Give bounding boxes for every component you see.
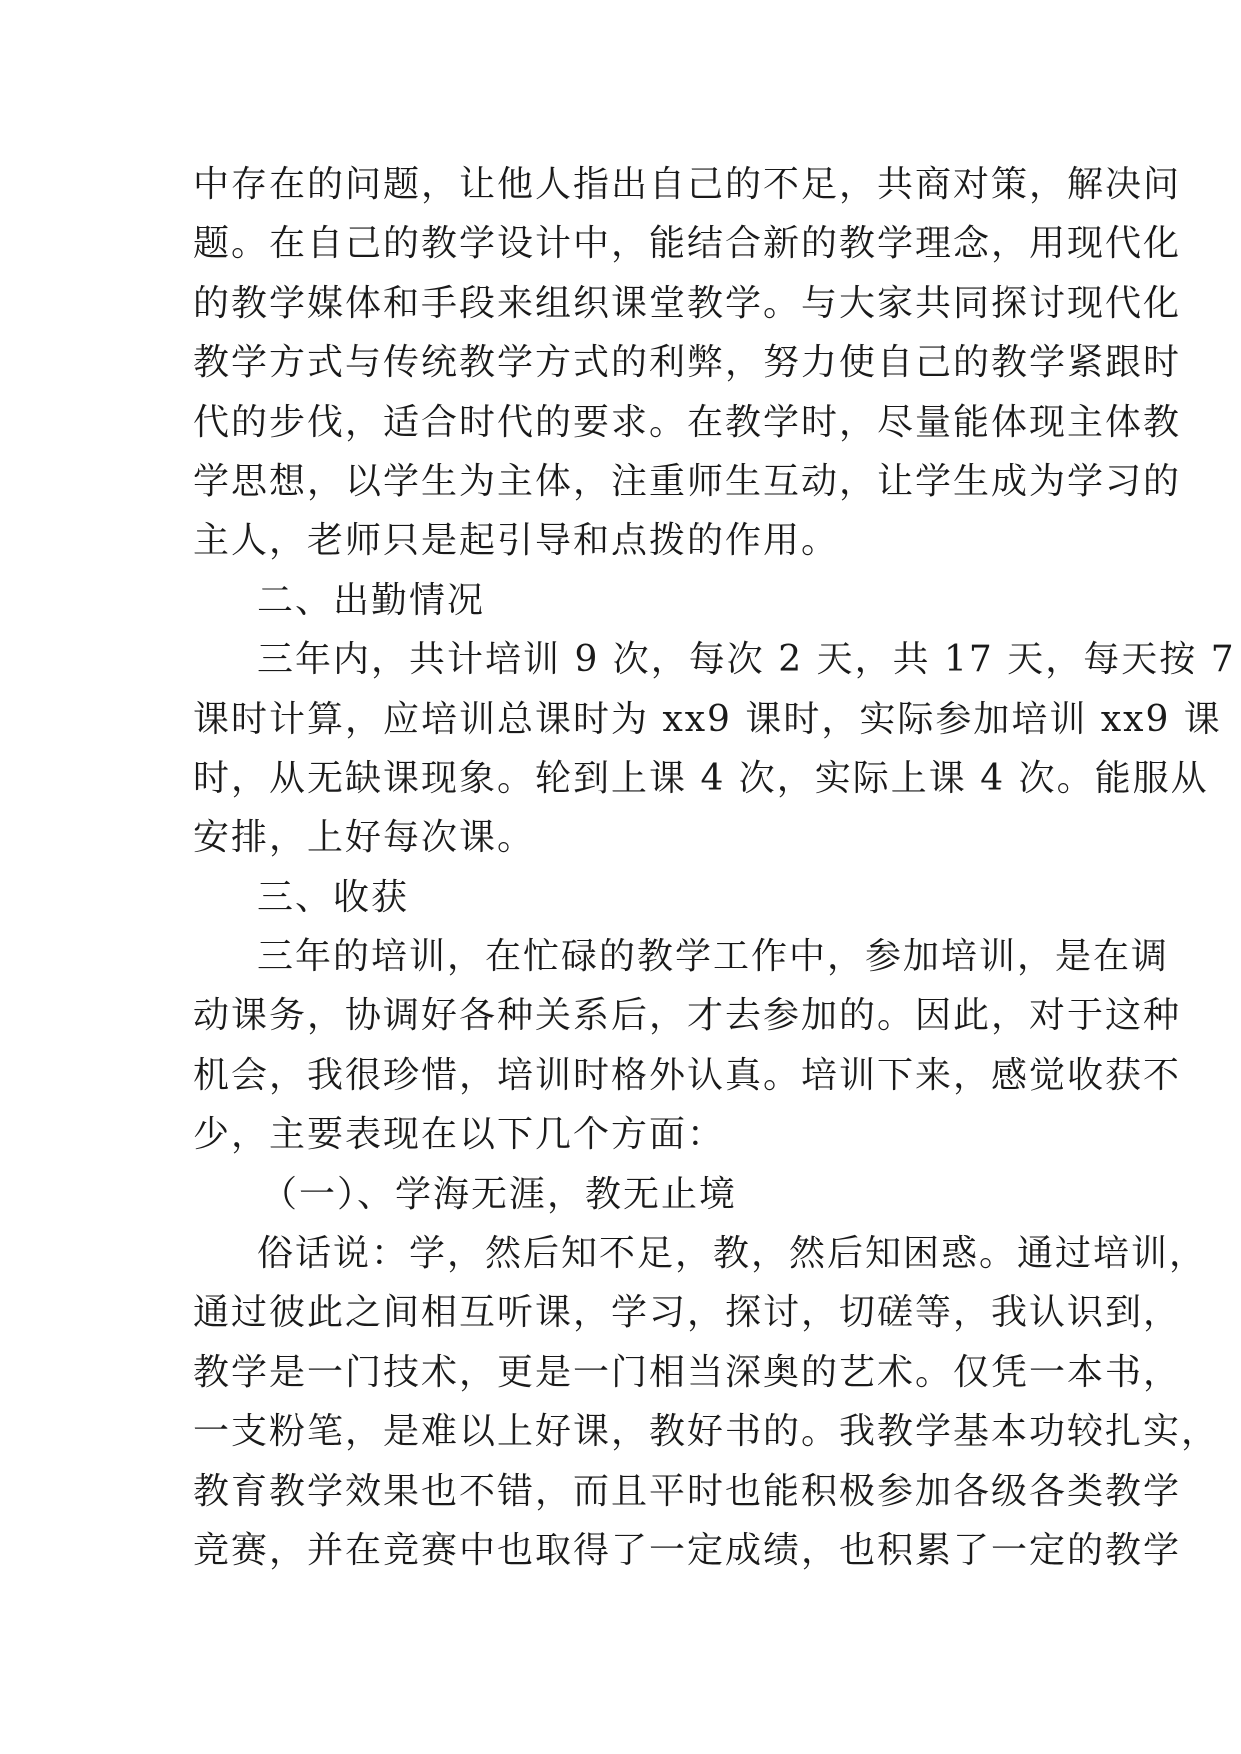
section-heading-attendance: 二、出勤情况 [257,579,486,621]
text-line: 竞赛，并在竞赛中也取得了一定成绩，也积累了一定的教学 [193,1529,1182,1571]
text-line: 俗话说：学，然后知不足，教，然后知困惑。通过培训， [257,1233,1208,1275]
text-line: 课时计算，应培训总课时为 xx9 课时，实际参加培训 xx9 课 [193,698,1222,740]
text-line: 教学是一门技术，更是一门相当深奥的艺术。仅凭一本书， [193,1351,1182,1393]
section-heading-harvest: 三、收获 [257,876,410,918]
text-line: 代的步伐，适合时代的要求。在教学时，尽量能体现主体教 [193,401,1182,443]
text-line: 动课务，协调好各种关系后，才去参加的。因此，对于这种 [193,995,1182,1037]
text-line: 机会，我很珍惜，培训时格外认真。培训下来，感觉收获不 [193,1054,1182,1096]
body-text [193,155,1236,1580]
text-line: 中存在的问题，让他人指出自己的不足，共商对策，解决问 [193,164,1182,205]
text-line: 主人，老师只是起引导和点拨的作用。 [193,520,840,562]
text-line: 学思想，以学生为主体，注重师生互动，让学生成为学习的 [193,460,1182,502]
text-line: 时，从无缺课现象。轮到上课 4 次，实际上课 4 次。能服从 [193,757,1209,799]
subsection-heading: （一）、学海无涯，教无止境 [261,1173,738,1215]
text-line: 三年内，共计培训 9 次，每次 2 天，共 17 天，每天按 7 [257,639,1236,681]
text-line: 教学方式与传统教学方式的利弊，努力使自己的教学紧跟时 [193,342,1182,384]
text-line: 安排，上好每次课。 [193,817,536,859]
text-line: 三年的培训，在忙碌的教学工作中，参加培训，是在调 [257,936,1170,978]
text-line: 一支粉笔，是难以上好课，教好书的。我教学基本功较扎实， [193,1411,1220,1453]
text-line: 少，主要表现在以下几个方面： [193,1114,726,1156]
text-line: 题。在自己的教学设计中，能结合新的教学理念，用现代化 [193,223,1182,265]
text-line: 教育教学效果也不错，而且平时也能积极参加各级各类教学 [193,1470,1182,1512]
text-line: 通过彼此之间相互听课，学习，探讨，切磋等，我认识到， [193,1292,1182,1334]
text-line: 的教学媒体和手段来组织课堂教学。与大家共同探讨现代化 [193,282,1182,324]
